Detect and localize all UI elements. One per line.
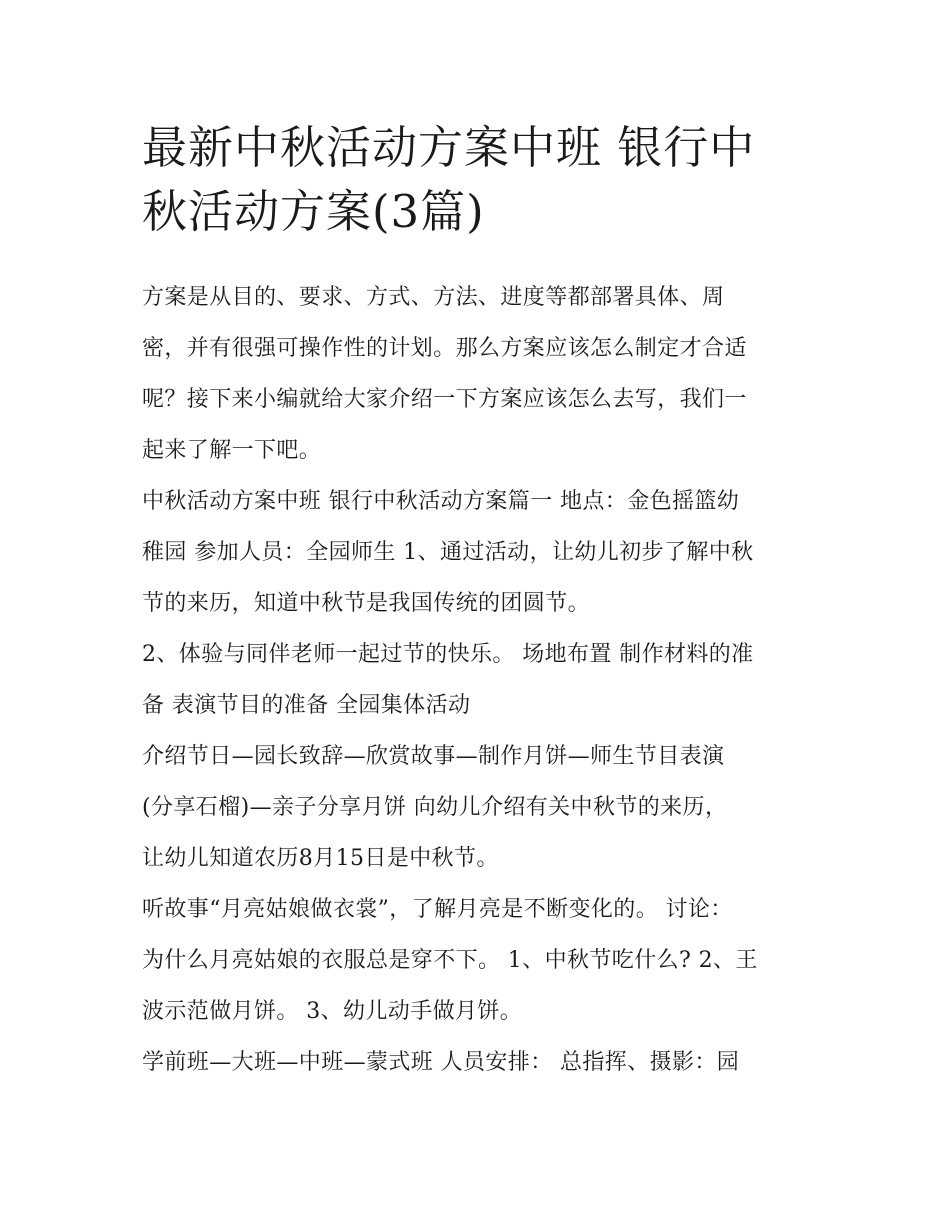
title-line: 秋活动方案(3篇) bbox=[142, 185, 485, 238]
paragraph-section-one bbox=[142, 476, 814, 629]
document-title bbox=[142, 116, 814, 244]
text-line: 听故事“月亮姑娘做衣裳”，了解月亮是不断变化的。 讨论： bbox=[142, 897, 733, 922]
text-line: 稚园 参加人员：全园师生 1、通过活动，让幼儿初步了解中秋 bbox=[142, 540, 754, 565]
text-line: 密，并有很强可操作性的计划。那么方案应该怎么制定才合适 bbox=[142, 336, 747, 361]
text-line: (分享石榴)—亲子分享月饼 向幼儿介绍有关中秋节的来历， bbox=[142, 795, 728, 820]
text-line: 中秋活动方案中班 银行中秋活动方案篇一 地点：金色摇篮幼 bbox=[142, 489, 740, 514]
text-line: 介绍节日—园长致辞—欣赏故事—制作月饼—师生节目表演 bbox=[142, 744, 725, 769]
paragraph-story bbox=[142, 884, 814, 1037]
text-line: 波示范做月饼。 3、幼儿动手做月饼。 bbox=[142, 999, 523, 1024]
title-line: 最新中秋活动方案中班 银行中 bbox=[142, 121, 756, 174]
text-line: 2、体验与同伴老师一起过节的快乐。 场地布置 制作材料的准 bbox=[142, 642, 754, 667]
paragraph-goals bbox=[142, 629, 814, 731]
paragraph-staff bbox=[142, 1037, 814, 1088]
text-line: 节的来历，知道中秋节是我国传统的团圆节。 bbox=[142, 591, 591, 616]
text-line: 为什么月亮姑娘的衣服总是穿不下。 1、中秋节吃什么? 2、王 bbox=[142, 948, 758, 973]
paragraph-process bbox=[142, 731, 814, 884]
paragraph-intro bbox=[142, 272, 814, 476]
text-line: 学前班—大班—中班—蒙式班 人员安排： 总指挥、摄影：园 bbox=[142, 1050, 740, 1075]
text-line: 备 表演节目的准备 全园集体活动 bbox=[142, 693, 471, 718]
text-line: 方案是从目的、要求、方式、方法、进度等都部署具体、周 bbox=[142, 285, 725, 310]
text-line: 让幼儿知道农历8月15日是中秋节。 bbox=[142, 846, 499, 871]
text-line: 呢？接下来小编就给大家介绍一下方案应该怎么去写，我们一 bbox=[142, 387, 747, 412]
document-content bbox=[142, 116, 814, 1088]
text-line: 起来了解一下吧。 bbox=[142, 438, 322, 463]
